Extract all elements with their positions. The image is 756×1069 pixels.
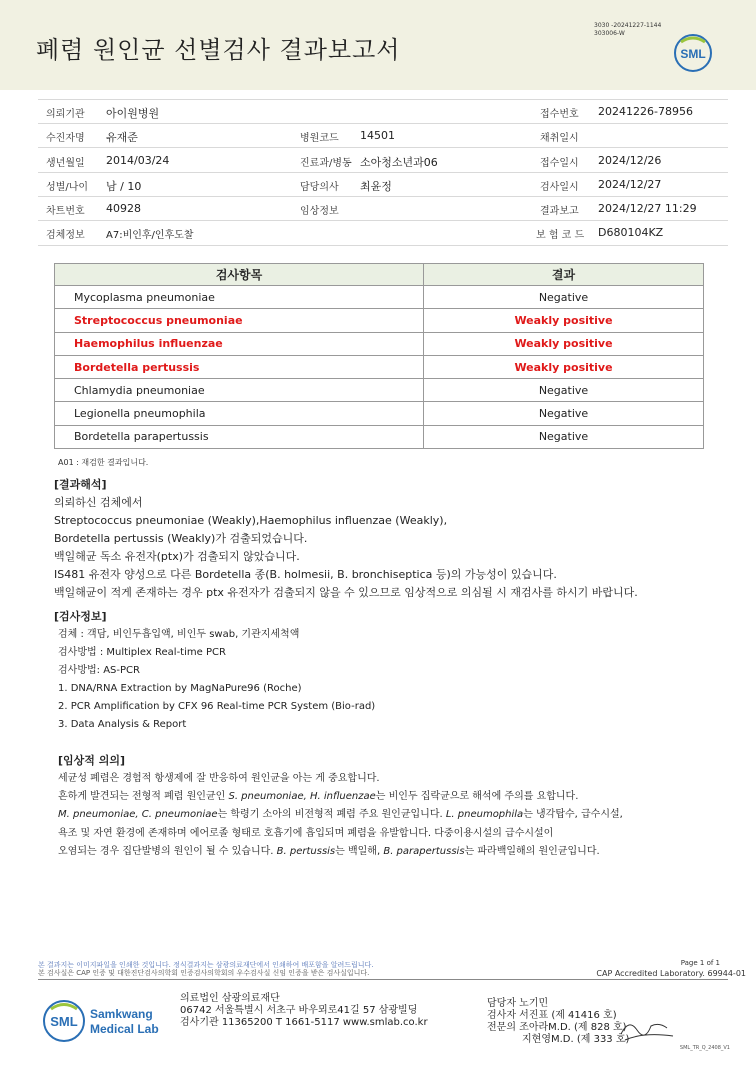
interpretation-section (54, 476, 734, 598)
test-info-line: 1. DNA/RNA Extraction by MagNaPure96 (Roche) (58, 683, 302, 694)
test-item-result: Negative (424, 402, 704, 425)
test-date-label: 검사일시 (540, 182, 579, 193)
table-row (55, 379, 704, 402)
results-table (54, 263, 704, 449)
report-code-line1: 3030 -20241227-1144 (594, 22, 662, 29)
specimen-label: 검체정보 (46, 230, 85, 241)
footer-divider (38, 979, 728, 980)
footer-signatures (487, 998, 629, 1046)
divider (38, 99, 728, 100)
test-item-name: Haemophilus influenzae (55, 332, 424, 355)
test-info-line: 2. PCR Amplification by CFX 96 Real-time PCR System (Bio-rad) (58, 701, 376, 712)
signature-line: 검사자 서진표 (제 41416 호) (487, 1010, 617, 1021)
insurance-value: D680104KZ (598, 226, 664, 239)
address-line: 검사기관 11365200 T 1661-5117 www.smlab.co.kr (180, 1017, 428, 1028)
logo-name-line1: Samkwang (90, 1007, 153, 1021)
footer-note-cap: 본 검사실은 CAP 인증 및 대한진단검사의학회 인증검사의학회의 우수검사실 신임 인증을 받은 검사실입니다. (38, 969, 370, 977)
chart-label: 차트번호 (46, 206, 85, 217)
chart-value: 40928 (106, 202, 141, 215)
test-info-line: 검사방법 : Multiplex Real-time PCR (58, 647, 226, 658)
birth-value: 2014/03/24 (106, 154, 170, 167)
report-code-line2: 303006-W (594, 30, 625, 37)
divider (38, 245, 728, 246)
interpretation-line: IS481 유전자 양성으로 다른 Bordetella 종(B. holmesii, B. bronchiseptica 등)의 가능성이 있습니다. (54, 568, 557, 581)
table-row (55, 355, 704, 378)
hospital-code-value: 14501 (360, 129, 395, 142)
test-info-section (54, 608, 734, 734)
test-info-line: 3. Data Analysis & Report (58, 719, 187, 730)
test-info-title: [검사정보] (54, 610, 107, 623)
cap-accreditation: CAP Accredited Laboratory. 69944-01 (596, 969, 746, 978)
divider (38, 220, 728, 221)
test-date-value: 2024/12/27 (598, 178, 662, 191)
test-item-result: Weakly positive (424, 332, 704, 355)
test-item-name: Legionella pneumophila (55, 402, 424, 425)
clinical-title: [임상적 의의] (58, 754, 126, 767)
receipt-no-value: 20241226-78956 (598, 105, 693, 118)
sml-logo-icon (673, 33, 713, 73)
name-value: 유재준 (106, 131, 138, 144)
page-number: Page 1 of 1 (680, 959, 720, 967)
clinical-line: 세균성 폐렴은 경험적 항생제에 잘 반응하여 원인균을 아는 게 중요합니다. (58, 773, 380, 784)
interpretation-body (54, 494, 734, 598)
interpretation-line: 백일해균이 적게 존재하는 경우 ptx 유전자가 검출되지 않을 수 있으므로 임상적으로 의심될 시 재검사를 하시기 바랍니다. (54, 586, 638, 599)
test-item-name: Bordetella pertussis (55, 355, 424, 378)
specimen-value: A7:비인후/인후도찰 (106, 230, 194, 241)
interpretation-line: Bordetella pertussis (Weakly)가 검출되었습니다. (54, 532, 308, 545)
clinical-line: 욕조 및 자연 환경에 존재하며 에어로졸 형태로 호흡기에 흡입되며 폐렴을 유발합니다. 다중이용시설의 급수시설이 (58, 827, 554, 839)
clinical-section (54, 752, 734, 861)
footer-logo (42, 998, 172, 1048)
table-row (55, 309, 704, 332)
dept-label: 진료과/병동 (300, 158, 352, 169)
test-info-line: 검사방법: AS-PCR (58, 665, 140, 676)
collect-date-label: 채취일시 (540, 133, 579, 144)
name-label: 수진자명 (46, 133, 85, 144)
signature-line: 지현영M.D. (제 333 호) (522, 1034, 630, 1045)
form-version: SML_TR_Q_2408_V1 (679, 1045, 730, 1051)
footer-address (180, 993, 428, 1029)
divider (38, 196, 728, 197)
footer-note-image: 본 결과지는 이미지파일을 인쇄한 것입니다. 정식결과지는 삼광의료재단에서 인쇄하여 배포함을 알려드립니다. (38, 961, 374, 969)
address-line: 06742 서울특별시 서초구 바우뫼로41길 57 삼광빌딩 (180, 1005, 418, 1016)
clinical-body (54, 770, 734, 861)
col-result-header: 결과 (424, 264, 704, 286)
doctor-label: 담당의사 (300, 182, 339, 193)
receipt-date-value: 2024/12/26 (598, 154, 662, 167)
test-item-result: Weakly positive (424, 309, 704, 332)
divider (38, 123, 728, 124)
test-item-name: Streptococcus pneumoniae (55, 309, 424, 332)
address-line: 의료법인 삼광의료재단 (180, 993, 280, 1004)
hospital-value: 아이원병원 (106, 107, 160, 120)
test-item-result: Negative (424, 425, 704, 448)
table-row (55, 286, 704, 309)
col-item-header: 검사항목 (55, 264, 424, 286)
signature-line: 전문의 조아라M.D. (제 828 호) (487, 1022, 627, 1033)
test-item-result: Negative (424, 286, 704, 309)
receipt-no-label: 접수번호 (540, 109, 579, 120)
handwritten-signature-icon (617, 1012, 677, 1046)
receipt-date-label: 접수일시 (540, 158, 579, 169)
hospital-code-label: 병원코드 (300, 133, 339, 144)
insurance-label: 보 험 코 드 (536, 230, 585, 241)
divider (38, 147, 728, 148)
test-info-line: 검체 : 객담, 비인두흡입액, 비인두 swab, 기관지세척액 (58, 629, 300, 640)
samkwang-logo-text: SML (50, 1014, 78, 1029)
report-title: 폐렴 원인균 선별검사 결과보고서 (36, 36, 401, 64)
sml-logo-text: SML (680, 47, 706, 61)
test-item-result: Weakly positive (424, 355, 704, 378)
signature-line: 담당자 노기민 (487, 998, 549, 1009)
clinical-line: 흔하게 발견되는 전형적 폐렴 원인균인 S. pneumoniae, H. influenzae는 비인두 집락균으로 해석에 주의를 요합니다. (58, 791, 579, 803)
table-header-row (55, 264, 704, 286)
hospital-label: 의뢰기관 (46, 109, 85, 120)
sex-age-value: 남 / 10 (106, 180, 142, 193)
table-row (55, 425, 704, 448)
footer-notes (38, 961, 374, 977)
dept-value: 소아청소년과06 (360, 156, 438, 169)
samkwang-logo-icon (42, 998, 172, 1044)
report-value: 2024/12/27 11:29 (598, 202, 697, 215)
report-label: 결과보고 (540, 206, 579, 217)
table-row (55, 332, 704, 355)
table-row (55, 402, 704, 425)
test-item-name: Mycoplasma pneumoniae (55, 286, 424, 309)
logo-name-line2: Medical Lab (90, 1022, 159, 1036)
test-item-name: Bordetella parapertussis (55, 425, 424, 448)
report-header (0, 0, 756, 90)
doctor-value: 최윤정 (360, 180, 392, 193)
test-item-name: Chlamydia pneumoniae (55, 379, 424, 402)
test-info-body (54, 626, 734, 734)
clinical-info-label: 임상정보 (300, 206, 339, 217)
interpretation-line: 의뢰하신 검체에서 (54, 496, 143, 509)
report-codes (594, 22, 661, 38)
clinical-line: M. pneumoniae, C. pneumoniae는 학령기 소아의 비전형적 폐렴 주요 원인균입니다. L. pneumophila는 냉각탑수, 급수시설, (58, 809, 623, 821)
interpretation-line: 백일해균 독소 유전자(ptx)가 검출되지 않았습니다. (54, 550, 300, 563)
test-item-result: Negative (424, 379, 704, 402)
clinical-line: 오염되는 경우 집단발병의 원인이 될 수 있습니다. B. pertussis는 백일해, B. parapertussis는 파라백일해의 원인균입니다. (58, 845, 600, 857)
interpretation-title: [결과해석] (54, 478, 107, 491)
interpretation-line: Streptococcus pneumoniae (Weakly),Haemophilus influenzae (Weakly), (54, 514, 448, 527)
birth-label: 생년월일 (46, 158, 85, 169)
retest-note: A01 : 재검한 결과입니다. (58, 458, 149, 467)
sex-age-label: 성별/나이 (46, 182, 89, 193)
divider (38, 172, 728, 173)
